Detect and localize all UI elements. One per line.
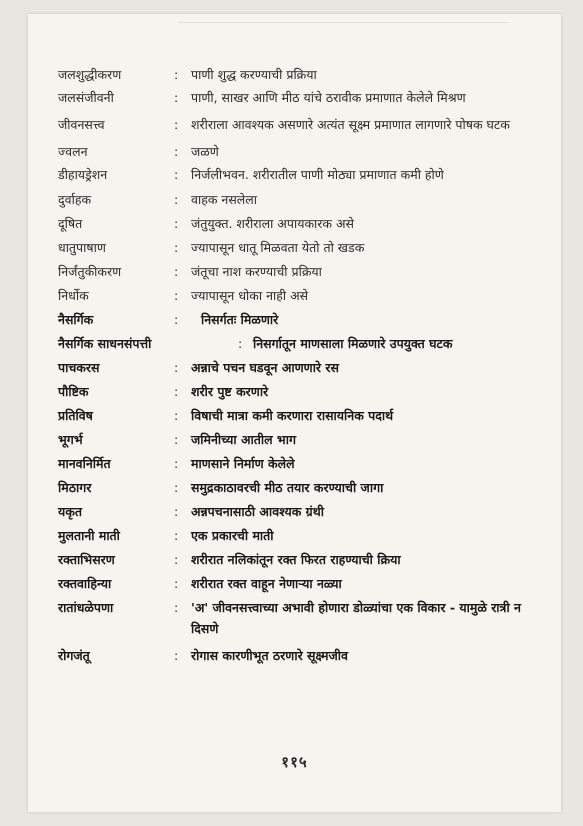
glossary-term: रक्तवाहिन्या: [58, 576, 112, 591]
glossary-term: यकृत: [58, 504, 82, 519]
glossary-colon: :: [174, 288, 179, 303]
glossary-entry: [58, 453, 538, 474]
glossary-term: डीहायड्रेशन: [58, 167, 108, 182]
glossary-term: दूषित: [58, 216, 83, 231]
page-top-edge: [178, 14, 508, 23]
glossary-definition: जळणे: [191, 144, 219, 159]
glossary-entry: [58, 357, 538, 378]
glossary-colon: :: [174, 600, 179, 615]
glossary-colon: :: [174, 360, 179, 375]
glossary-entry: [58, 87, 538, 108]
glossary-entry: [58, 164, 538, 185]
glossary-entry: [58, 213, 538, 234]
glossary-colon: :: [174, 528, 179, 543]
glossary-term: नैसर्गिक साधनसंपत्ती: [58, 336, 152, 351]
glossary-list: [58, 64, 538, 666]
glossary-entry: [58, 333, 538, 354]
glossary-term: दुर्वाहक: [58, 192, 92, 207]
glossary-definition: रोगास कारणीभूत ठरणारे सूक्ष्मजीव: [191, 648, 348, 663]
glossary-entry: [58, 573, 538, 594]
glossary-colon: :: [174, 552, 179, 567]
glossary-entry: [58, 189, 538, 210]
glossary-definition: समुद्रकाठावरची मीठ तयार करण्याची जागा: [191, 480, 384, 495]
glossary-entry: [58, 237, 538, 258]
book-page: [28, 14, 561, 812]
glossary-entry: [58, 114, 538, 135]
glossary-definition: 'अ' जीवनसत्त्वाच्या अभावी होणारा डोळ्यांचा एक विकार - यामुळे रात्री न दिसणे: [191, 600, 521, 636]
glossary-definition: विषाची मात्रा कमी करणारा रासायनिक पदार्थ: [191, 408, 394, 423]
glossary-colon: :: [174, 504, 179, 519]
glossary-term: जीवनसत्त्व: [58, 117, 105, 132]
glossary-colon: :: [174, 240, 179, 255]
glossary-definition: शरीरात नलिकांतून रक्त फिरत राहण्याची क्रिया: [191, 552, 401, 567]
glossary-term: जलसंजीवनी: [58, 90, 114, 105]
glossary-entry: [58, 309, 538, 330]
glossary-definition: पाणी शुद्ध करण्याची प्रक्रिया: [191, 67, 317, 82]
glossary-definition: ज्यापासून धोका नाही असे: [191, 288, 309, 303]
glossary-entry: [58, 381, 538, 402]
glossary-definition: माणसाने निर्माण केलेले: [191, 456, 295, 471]
glossary-term: निर्धोक: [58, 288, 89, 303]
glossary-colon: :: [174, 576, 179, 591]
glossary-definition: जंतुयुक्त. शरीराला अपायकारक असे: [191, 216, 354, 231]
glossary-definition: अन्नपचनासाठी आवश्यक ग्रंथी: [191, 504, 324, 519]
glossary-entry: [58, 525, 538, 546]
glossary-term: पौष्टिक: [58, 384, 89, 399]
glossary-colon: :: [174, 408, 179, 423]
glossary-term: निर्जंतुकीकरण: [58, 264, 122, 279]
glossary-term: जलशुद्धीकरण: [58, 67, 122, 82]
glossary-entry: [58, 549, 538, 570]
glossary-entry: [58, 597, 538, 639]
page-number: ११५: [281, 753, 308, 771]
glossary-term: पाचकरस: [58, 360, 100, 375]
glossary-term: भूगर्भ: [58, 432, 83, 447]
glossary-entry: [58, 477, 538, 498]
glossary-colon: :: [174, 192, 179, 207]
glossary-definition: पाणी, साखर आणि मीठ यांचे ठरावीक प्रमाणात केलेले मिश्रण: [191, 90, 466, 105]
glossary-definition: निसर्गातून माणसाला मिळणारे उपयुक्त घटक: [253, 336, 453, 351]
glossary-definition: वाहक नसलेला: [191, 192, 257, 207]
glossary-entry: [58, 429, 538, 450]
glossary-term: प्रतिविष: [58, 408, 93, 423]
glossary-colon: :: [174, 432, 179, 447]
glossary-term: रातांधळेपणा: [58, 600, 114, 615]
glossary-entry: [58, 141, 538, 162]
glossary-term: रक्ताभिसरण: [58, 552, 115, 567]
glossary-colon: :: [174, 216, 179, 231]
glossary-definition: जंतूचा नाश करण्याची प्रक्रिया: [191, 264, 322, 279]
glossary-term: मुलतानी माती: [58, 528, 120, 543]
glossary-colon: :: [174, 90, 179, 105]
glossary-colon: :: [174, 144, 179, 159]
glossary-entry: [58, 64, 538, 85]
glossary-term: मिठागर: [58, 480, 92, 495]
glossary-entry: [58, 405, 538, 426]
glossary-term: ज्वलन: [58, 144, 88, 159]
glossary-colon: :: [174, 456, 179, 471]
glossary-term: धातुपाषाण: [58, 240, 106, 255]
glossary-colon: :: [174, 480, 179, 495]
glossary-colon: :: [174, 264, 179, 279]
glossary-definition: शरीरात रक्त वाहून नेणाऱ्या नळ्या: [191, 576, 342, 591]
glossary-term: नैसर्गिक: [58, 312, 94, 327]
glossary-definition: एक प्रकारची माती: [191, 528, 274, 543]
glossary-colon: :: [174, 384, 179, 399]
glossary-term: रोगजंतू: [58, 648, 90, 663]
glossary-definition: अन्नाचे पचन घडवून आणणारे रस: [191, 360, 339, 375]
glossary-entry: [58, 261, 538, 282]
glossary-entry: [58, 285, 538, 306]
glossary-term: मानवनिर्मित: [58, 456, 111, 471]
glossary-entry: [58, 645, 538, 666]
glossary-definition: जमिनीच्या आतील भाग: [191, 432, 296, 447]
glossary-entry: [58, 501, 538, 522]
glossary-colon: :: [174, 312, 179, 327]
glossary-definition: ज्यापासून धातू मिळवता येतो तो खडक: [191, 240, 365, 255]
glossary-colon: :: [238, 336, 243, 351]
glossary-colon: :: [174, 117, 179, 132]
glossary-colon: :: [174, 67, 179, 82]
glossary-colon: :: [174, 648, 179, 663]
glossary-definition: शरीराला आवश्यक असणारे अत्यंत सूक्ष्म प्रमाणात लागणारे पोषक घटक: [191, 117, 510, 132]
glossary-definition: निर्जलीभवन. शरीरातील पाणी मोठ्या प्रमाणात कमी होणे: [191, 167, 444, 182]
glossary-definition: शरीर पुष्ट करणारे: [191, 384, 269, 399]
glossary-definition: निसर्गतः मिळणारे: [201, 312, 279, 327]
glossary-colon: :: [174, 167, 179, 182]
